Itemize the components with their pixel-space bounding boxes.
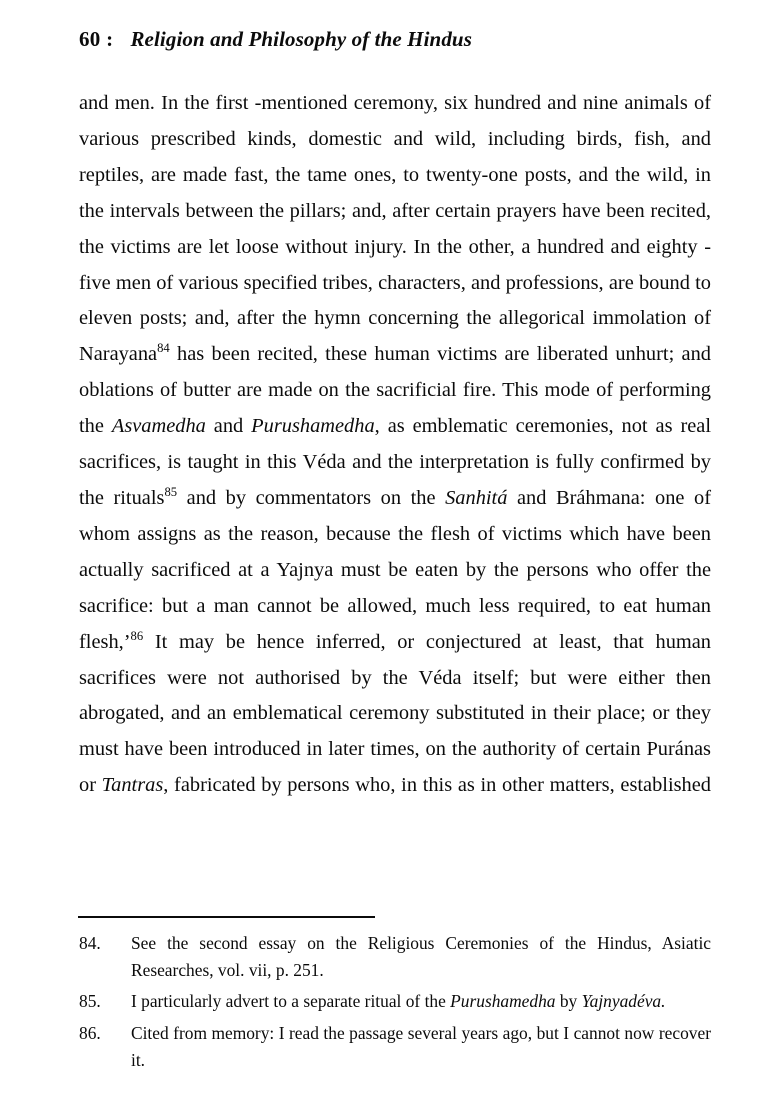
footnote-text: See the second essay on the Religious Ceremonies of the Hindus, Asiatic Researches, vol. vii, p. 251. (131, 933, 711, 981)
footnote-list (79, 930, 711, 1074)
emphasis-term: Asvamedha (111, 415, 206, 438)
emphasis-term: Purushamedha (251, 415, 375, 438)
footnote-text: Cited from memory: I read the passage several years ago, but I cannot now recover it. (131, 1022, 711, 1070)
footnote-reference-marker: 86 (130, 628, 144, 643)
footnote-text: I particularly advert to a separate ritual of the Purushamedha by Yajnyadéva. (131, 991, 666, 1012)
emphasis-term: Sanhitá (445, 486, 508, 509)
footnote-number: 84. (79, 933, 101, 953)
footnote-reference-marker: 85 (164, 485, 178, 500)
footnote-item (79, 1020, 711, 1074)
emphasis-term: Purushamedha (450, 991, 556, 1012)
footnote-number: 86. (79, 1022, 101, 1043)
footnote-item (79, 930, 711, 984)
footnote-item (79, 988, 711, 1015)
footnote-number: 85. (79, 991, 101, 1012)
running-head (79, 27, 711, 57)
footnote-reference-marker: 84 (157, 341, 170, 356)
emphasis-term: Yajnyadéva. (581, 991, 666, 1012)
emphasis-term: Tantras (101, 774, 164, 797)
body-text-block (79, 86, 711, 840)
body-paragraph: and men. In the first -mentioned ceremony, six hundred and nine animals of various prescribed kinds, domestic and wild, including birds, fish, and reptiles, are made fast, the tame ones, to twenty-one posts, and the wild, in the intervals between the pillars; and, after certain prayers have been recited, the victims are let loose without injury. In the other, a hundred and eighty - five men of various specified tribes, characters, and professions, are bound to eleven posts; and, after the hymn concerning the allegorical immolation of Narayana$^{84}$ has been recited, these human victims are liberated unhurt; and oblations of butter are made on the sacrificial fire. This mode of performing the Asvamedha and Purushamedha, as emblematic ceremonies, not as real sacrifices, is taught in this Véda and the interpretation is fully confirmed by the rituals$^{85}$ and by commentators on the Sanhitá and Bráhmana: one of whom assigns as the reason, because the flesh of victims which have been actually sacrificed at a Yajnya must be eaten by the persons who offer the sacrifice: but a man cannot be allowed, much less required, to eat human flesh,’$^{86}$ It may be hence inferred, or conjectured at least, that human sacrifices were not authorised by the Véda itself; but were either then abrogated, and an emblematical ceremony substituted in their place; or they must have been introduced in later times, on the authority of certain Puránas or Tantras, fabricated by persons who, in this as in other matters, established (79, 92, 712, 797)
footnote-separator-rule (78, 916, 375, 918)
running-head-title: Religion and Philosophy of the Hindus (130, 27, 472, 51)
page-folio-number: 60 : (79, 27, 114, 51)
